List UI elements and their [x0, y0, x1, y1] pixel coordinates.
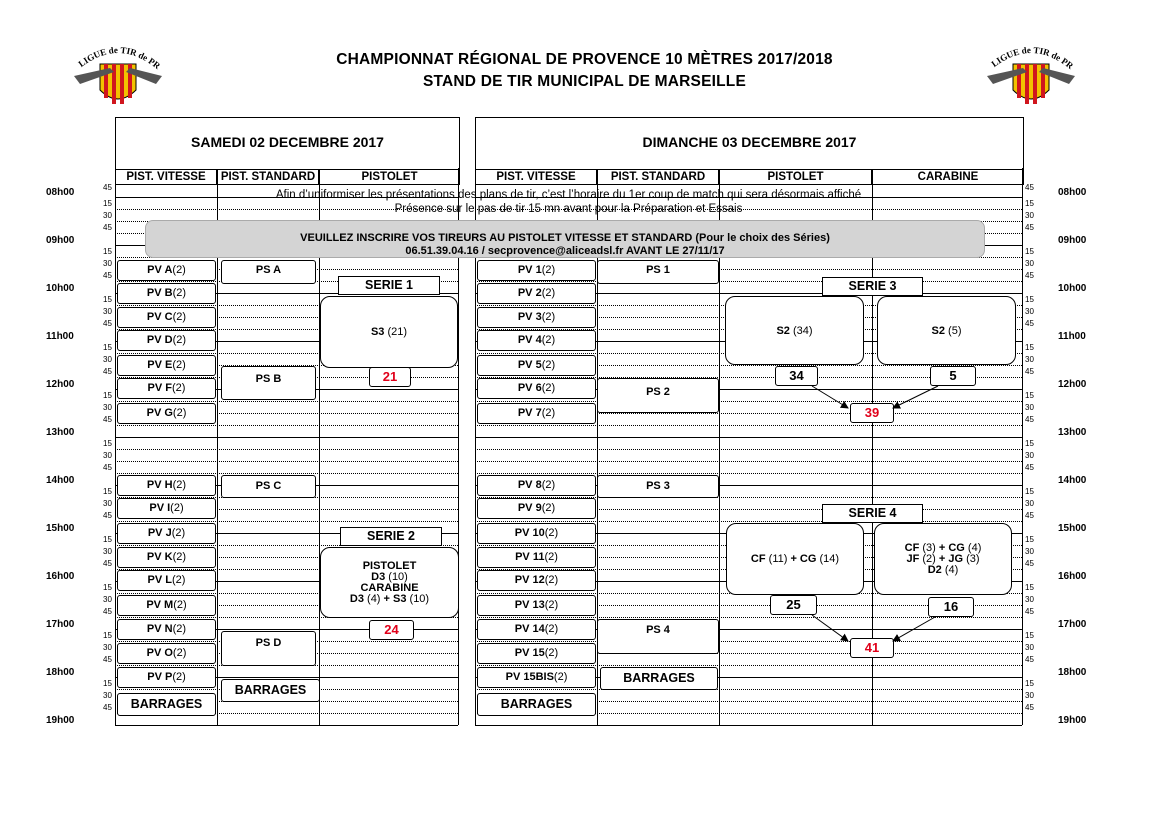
quarter-label-right: 15 — [1025, 535, 1034, 544]
quarter-label-right: 30 — [1025, 211, 1034, 220]
quarter-label-left: 45 — [103, 367, 112, 376]
quarter-label-left: 30 — [103, 211, 112, 220]
serie-4-right-jg-count: (3) — [963, 552, 980, 565]
pv-count: (2) — [172, 334, 187, 346]
serie-1-count: (21) — [384, 326, 408, 338]
quarter-label-left: 45 — [103, 463, 112, 472]
serie-4-right-jf-count: (2) — [919, 552, 939, 565]
hour-label-right: 12h00 — [1058, 379, 1087, 390]
serie-3-label: SERIE 3 — [822, 277, 923, 296]
pv-count: (2) — [541, 359, 556, 371]
pv-count: (2) — [172, 264, 186, 276]
hour-label-left: 15h00 — [46, 523, 75, 534]
serie-4-right-cf-count: (3) — [919, 541, 939, 554]
pv-code: PV 4 — [517, 334, 542, 346]
pv-count: (2) — [172, 311, 187, 323]
serie-2-carabine: CARABINE — [360, 581, 419, 594]
pv-count: (2) — [544, 527, 559, 539]
quarter-label-left: 15 — [103, 199, 112, 208]
ps-box-4: PS 4 — [597, 619, 719, 654]
pv-count: (2) — [541, 407, 556, 419]
serie-4-right-jf: JF — [906, 552, 920, 565]
serie-4-left-total: 25 — [770, 595, 817, 615]
arrow-serie3-left — [812, 386, 848, 408]
serie-4-left-cf-count: (11) — [765, 553, 791, 565]
sat-col-pist-vitesse: PIST. VITESSE — [115, 169, 217, 185]
hour-label-left: 19h00 — [46, 715, 75, 726]
hour-label-left: 08h00 — [46, 187, 75, 198]
sat-barrages-vitesse: BARRAGES — [117, 693, 216, 716]
quarter-label-right: 45 — [1025, 319, 1034, 328]
quarter-label-left: 30 — [103, 403, 112, 412]
pv-count: (2) — [544, 599, 559, 611]
serie-2-d3-count: (10) — [385, 570, 408, 583]
pv-count: (2) — [172, 551, 187, 563]
quarter-label-right: 15 — [1025, 439, 1034, 448]
pv-count: (2) — [541, 479, 556, 491]
hour-label-left: 17h00 — [46, 619, 75, 630]
pv-code: PV 12 — [514, 574, 545, 586]
pv-code: PV O — [146, 647, 173, 659]
quarter-label-left: 45 — [103, 183, 112, 192]
serie-4-right-cg: + CG — [938, 541, 965, 554]
quarter-label-right: 45 — [1025, 559, 1034, 568]
hour-label-right: 19h00 — [1058, 715, 1087, 726]
hour-label-right: 18h00 — [1058, 667, 1087, 678]
hour-label-left: 13h00 — [46, 427, 75, 438]
quarter-label-right: 15 — [1025, 679, 1034, 688]
quarter-label-right: 30 — [1025, 691, 1034, 700]
serie-4-right-cg-count: (4) — [964, 541, 982, 554]
pv-code: PV 15BIS — [505, 671, 554, 683]
serie-2-pistolet: PISTOLET — [362, 559, 417, 572]
quarter-label-left: 45 — [103, 703, 112, 712]
hour-label-left: 18h00 — [46, 667, 75, 678]
serie-3-right-total: 5 — [930, 366, 976, 386]
pv-code: PV 14 — [514, 623, 545, 635]
serie-4-left-cg: + CG — [790, 553, 817, 565]
sun-col-pistolet: PISTOLET — [719, 169, 872, 185]
quarter-label-right: 30 — [1025, 499, 1034, 508]
pv-code: PV 5 — [517, 359, 542, 371]
pv-count: (2) — [544, 574, 559, 586]
pv-count: (2) — [172, 671, 186, 683]
quarter-label-right: 30 — [1025, 547, 1034, 556]
serie-2-carabine-s3-count: (10) — [406, 592, 430, 605]
serie-4-total: 41 — [850, 638, 894, 658]
pv-count: (2) — [541, 382, 556, 394]
quarter-label-left: 30 — [103, 691, 112, 700]
quarter-label-left: 45 — [103, 319, 112, 328]
pv-code: PV F — [147, 382, 172, 394]
quarter-label-left: 30 — [103, 499, 112, 508]
serie-1-label: SERIE 1 — [338, 276, 440, 295]
arrow-serie4-left — [812, 615, 848, 641]
pv-count: (2) — [173, 599, 187, 611]
quarter-label-right: 15 — [1025, 487, 1034, 496]
pv-code: PV C — [146, 311, 173, 323]
hour-label-right: 08h00 — [1058, 187, 1087, 198]
sunday-title: DIMANCHE 03 DECEMBRE 2017 — [642, 134, 857, 150]
pv-code: PV 8 — [517, 479, 542, 491]
pv-code: PV E — [147, 359, 173, 371]
quarter-label-right: 15 — [1025, 391, 1034, 400]
hour-label-left: 12h00 — [46, 379, 75, 390]
pv-code: PV K — [146, 551, 173, 563]
quarter-label-right: 45 — [1025, 183, 1034, 192]
ps-box-1: PS 1 — [597, 260, 719, 284]
pv-code: PV 2 — [517, 287, 542, 299]
quarter-label-right: 30 — [1025, 307, 1034, 316]
serie-2-d3: D3 — [371, 570, 386, 583]
pv-code: PV 9 — [517, 502, 542, 514]
sat-col-pist-standard: PIST. STANDARD — [217, 169, 319, 185]
pv-count: (2) — [172, 623, 187, 635]
arrow-serie4-right — [893, 617, 935, 641]
saturday-title: SAMEDI 02 DECEMBRE 2017 — [191, 134, 384, 150]
pv-count: (2) — [544, 551, 558, 563]
pv-count: (2) — [172, 479, 187, 491]
banner-line-1: VEUILLEZ INSCRIRE VOS TIREURS AU PISTOLET VITESSE ET STANDARD (Pour le choix des Séries) — [300, 232, 830, 244]
hour-label-left: 09h00 — [46, 235, 75, 246]
serie-3-total: 39 — [850, 403, 894, 423]
pv-code: PV 3 — [517, 311, 542, 323]
pv-count: (2) — [541, 287, 556, 299]
ps-box-c: PS C — [221, 475, 316, 498]
pv-count: (2) — [172, 647, 187, 659]
pv-code: PV 7 — [517, 407, 542, 419]
ps-box-3: PS 3 — [597, 475, 719, 498]
pv-code: PV J — [147, 527, 172, 539]
sun-barrages-standard: BARRAGES — [600, 667, 718, 690]
quarter-label-right: 30 — [1025, 259, 1034, 268]
pv-count: (2) — [541, 502, 556, 514]
sun-col-carabine: CARABINE — [872, 169, 1024, 185]
quarter-label-right: 15 — [1025, 583, 1034, 592]
pv-code: PV 13 — [514, 599, 545, 611]
sat-barrages-standard: BARRAGES — [221, 679, 320, 702]
pv-count: (2) — [172, 382, 186, 394]
quarter-label-right: 45 — [1025, 271, 1034, 280]
quarter-label-right: 45 — [1025, 607, 1034, 616]
quarter-label-right: 15 — [1025, 631, 1034, 640]
serie-3-left-code: S2 — [776, 324, 790, 337]
hour-label-right: 15h00 — [1058, 523, 1087, 534]
quarter-label-right: 45 — [1025, 655, 1034, 664]
pv-code: PV H — [146, 479, 173, 491]
quarter-label-left: 15 — [103, 487, 112, 496]
pv-count: (2) — [172, 359, 186, 371]
quarter-label-right: 45 — [1025, 511, 1034, 520]
quarter-label-left: 15 — [103, 391, 112, 400]
pv-count: (2) — [544, 647, 559, 659]
quarter-label-right: 30 — [1025, 403, 1034, 412]
ps-box-d: PS D — [221, 631, 316, 666]
quarter-label-left: 45 — [103, 559, 112, 568]
quarter-label-left: 30 — [103, 307, 112, 316]
serie-4-right-jg: + JG — [938, 552, 964, 565]
quarter-label-left: 30 — [103, 547, 112, 556]
quarter-label-left: 30 — [103, 451, 112, 460]
quarter-label-left: 15 — [103, 247, 112, 256]
hour-label-right: 10h00 — [1058, 283, 1087, 294]
quarter-label-left: 45 — [103, 511, 112, 520]
pv-code: PV 1 — [517, 264, 542, 276]
serie-4-left-cf: CF — [750, 553, 766, 565]
hour-label-right: 09h00 — [1058, 235, 1087, 246]
page-title: CHAMPIONNAT RÉGIONAL DE PROVENCE 10 MÈTRES 2017/2018 — [336, 51, 833, 68]
quarter-label-right: 45 — [1025, 415, 1034, 424]
quarter-label-left: 30 — [103, 643, 112, 652]
quarter-label-right: 30 — [1025, 643, 1034, 652]
pv-count: (2) — [171, 527, 186, 539]
quarter-label-left: 15 — [103, 439, 112, 448]
quarter-label-right: 45 — [1025, 703, 1034, 712]
pv-code: PV G — [146, 407, 173, 419]
quarter-label-left: 15 — [103, 295, 112, 304]
serie-4-right-cf: CF — [904, 541, 920, 554]
quarter-label-right: 45 — [1025, 223, 1034, 232]
serie-4-right-d2: D2 — [927, 563, 942, 576]
hour-label-right: 17h00 — [1058, 619, 1087, 630]
info-line-2: Présence sur le pas de tir 15 mn avant pour la Préparation et Essais — [394, 203, 743, 215]
pv-code: PV 10 — [514, 527, 545, 539]
pv-code: PV 11 — [515, 551, 545, 563]
quarter-label-right: 30 — [1025, 595, 1034, 604]
hour-label-right: 14h00 — [1058, 475, 1087, 486]
hour-label-left: 16h00 — [46, 571, 75, 582]
quarter-label-left: 45 — [103, 223, 112, 232]
quarter-label-right: 15 — [1025, 247, 1034, 256]
pv-code: PV N — [146, 623, 173, 635]
pv-code: PV I — [149, 502, 171, 514]
page-subtitle: STAND DE TIR MUNICIPAL DE MARSEILLE — [422, 73, 747, 90]
serie-3-left-count: (34) — [789, 324, 813, 337]
quarter-label-left: 45 — [103, 271, 112, 280]
pv-code: PV 15 — [514, 647, 545, 659]
quarter-label-left: 30 — [103, 595, 112, 604]
pv-count: (2) — [544, 623, 559, 635]
pv-count: (2) — [553, 671, 568, 683]
quarter-label-left: 15 — [103, 631, 112, 640]
pv-code: PV P — [147, 671, 173, 683]
pv-code: PV D — [146, 334, 173, 346]
pv-code: PV M — [146, 599, 174, 611]
hour-label-left: 10h00 — [46, 283, 75, 294]
serie-4-left-cg-count: (14) — [816, 553, 840, 565]
quarter-label-right: 30 — [1025, 451, 1034, 460]
quarter-label-right: 15 — [1025, 199, 1034, 208]
pv-count: (2) — [541, 334, 556, 346]
pv-count: (2) — [170, 502, 184, 514]
serie-4-label: SERIE 4 — [822, 504, 923, 523]
pv-count: (2) — [172, 407, 187, 419]
hour-label-right: 16h00 — [1058, 571, 1087, 582]
hour-label-right: 11h00 — [1058, 331, 1086, 342]
pv-count: (2) — [541, 264, 556, 276]
quarter-label-right: 45 — [1025, 463, 1034, 472]
serie-4-right-d2-count: (4) — [941, 563, 959, 576]
serie-3-right-code: S2 — [931, 324, 945, 337]
serie-3-left-total: 34 — [775, 366, 818, 386]
pv-code: PV L — [147, 574, 172, 586]
ps-box-a: PS A — [221, 260, 316, 284]
pv-count: (2) — [172, 287, 187, 299]
quarter-label-left: 15 — [103, 679, 112, 688]
ps-box-b: PS B — [221, 366, 316, 400]
hour-label-left: 14h00 — [46, 475, 75, 486]
quarter-label-right: 15 — [1025, 343, 1034, 352]
hour-label-left: 11h00 — [46, 331, 74, 342]
pv-code: PV A — [147, 264, 173, 276]
pv-code: PV 6 — [517, 382, 542, 394]
serie-2-total: 24 — [369, 620, 414, 640]
quarter-label-left: 30 — [103, 355, 112, 364]
serie-4-right-total: 16 — [928, 597, 974, 617]
serie-3-right-count: (5) — [944, 324, 962, 337]
quarter-label-left: 45 — [103, 415, 112, 424]
quarter-label-left: 30 — [103, 259, 112, 268]
sun-barrages-vitesse: BARRAGES — [477, 693, 596, 716]
quarter-label-left: 45 — [103, 607, 112, 616]
info-line-1: Afin d’uniformiser les présentations des plans de tir, c’est l’horaire du 1er coup de match qui sera désormais affiché — [275, 189, 862, 201]
serie-2-carabine-s3: + S3 — [383, 592, 407, 605]
serie-2-carabine-d3-count: (4) — [363, 592, 384, 605]
pv-count: (2) — [541, 311, 556, 323]
pv-count: (2) — [172, 574, 186, 586]
serie-1-total: 21 — [369, 367, 411, 387]
quarter-label-right: 15 — [1025, 295, 1034, 304]
sun-col-pist-vitesse: PIST. VITESSE — [475, 169, 597, 185]
quarter-label-left: 45 — [103, 655, 112, 664]
quarter-label-left: 15 — [103, 583, 112, 592]
sat-col-pistolet: PISTOLET — [319, 169, 460, 185]
quarter-label-right: 45 — [1025, 367, 1034, 376]
pv-code: PV B — [146, 287, 173, 299]
serie-2-carabine-d3: D3 — [349, 592, 364, 605]
quarter-label-right: 30 — [1025, 355, 1034, 364]
ps-box-2: PS 2 — [597, 378, 719, 413]
quarter-label-left: 15 — [103, 535, 112, 544]
arrow-serie3-right — [893, 386, 938, 408]
banner-line-2: 06.51.39.04.16 / secprovence@aliceadsl.fr AVANT LE 27/11/17 — [405, 245, 725, 257]
serie-1-code: S3 — [370, 326, 385, 338]
hour-label-right: 13h00 — [1058, 427, 1087, 438]
quarter-label-left: 15 — [103, 343, 112, 352]
svg-text:LIGUE de TIR de PROVENCE: LIGUE de TIR de PR — [76, 44, 163, 71]
serie-2-label: SERIE 2 — [340, 527, 442, 546]
svg-text:LIGUE de TIR de PROVENCE: LIGUE de TIR de PR — [989, 44, 1076, 71]
sun-col-pist-standard: PIST. STANDARD — [597, 169, 719, 185]
